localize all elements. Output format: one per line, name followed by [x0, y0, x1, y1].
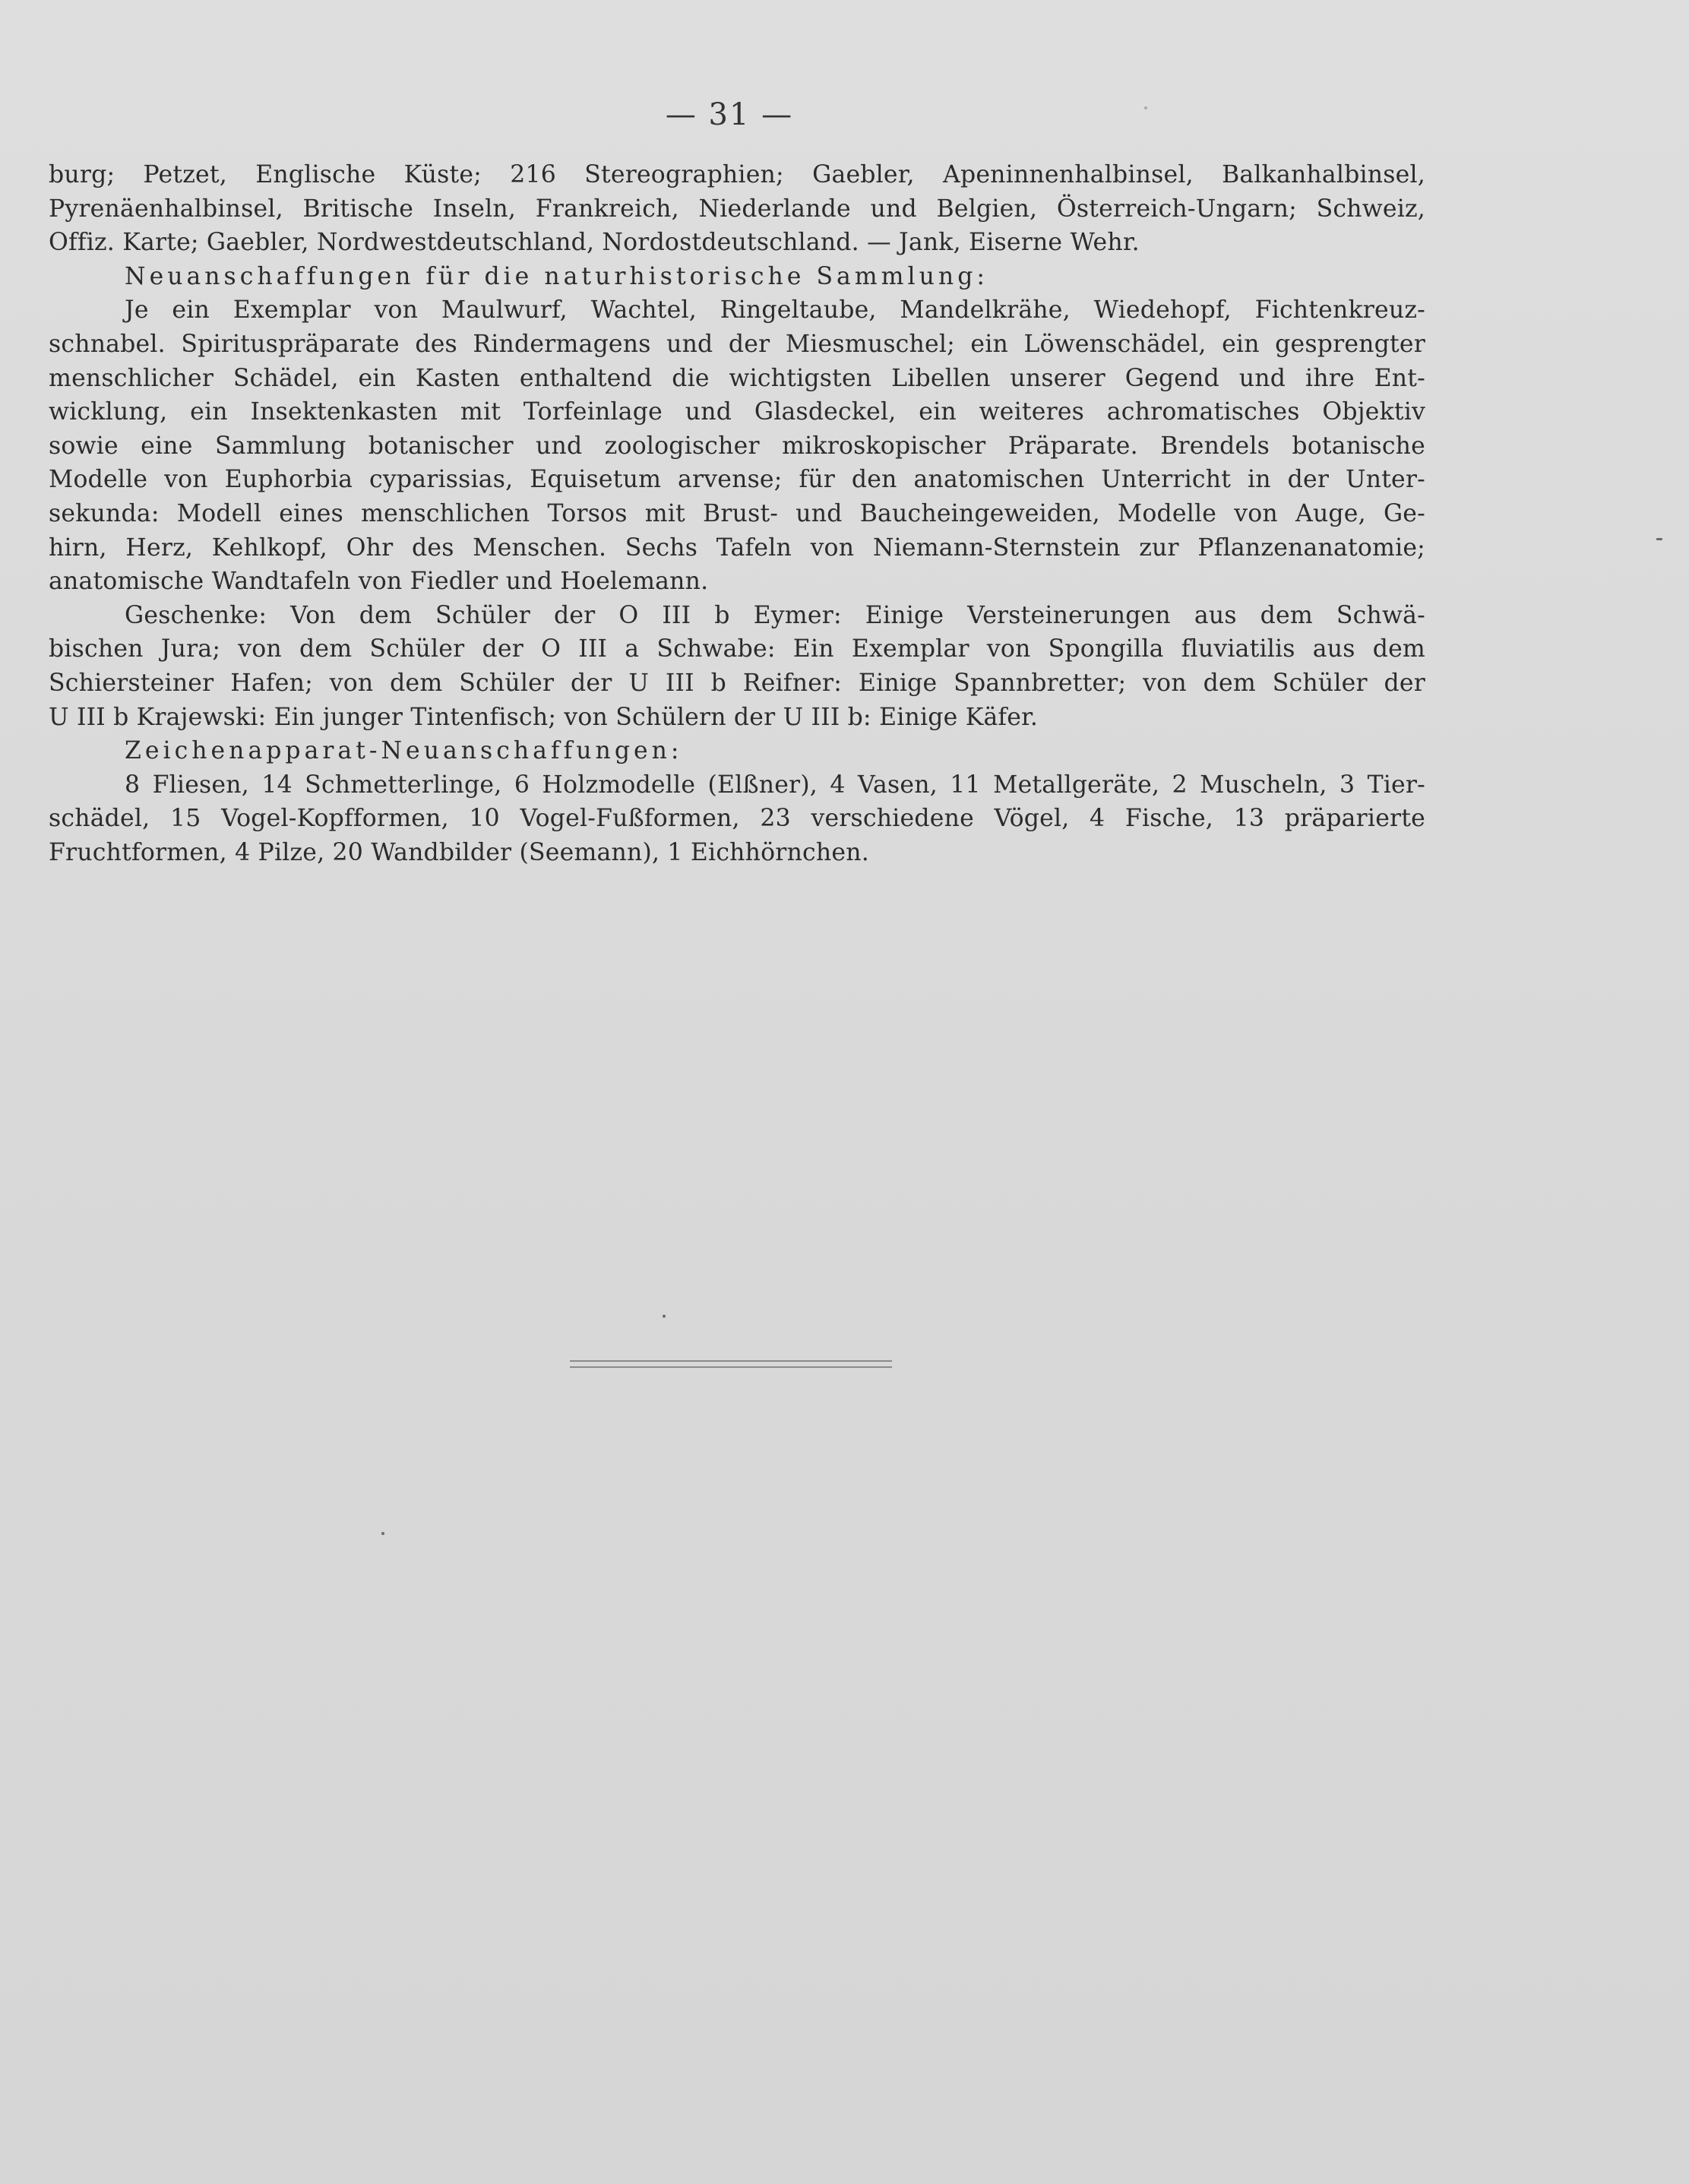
text-line: Modelle von Euphorbia cyparissias, Equisetum arvense; für den anatomischen Unterricht in der Unter- — [49, 466, 1425, 494]
text-line: Fruchtformen, 4 Pilze, 20 Wandbilder (Seemann), 1 Eichhörnchen. — [49, 838, 869, 866]
text-line: Je ein Exemplar von Maulwurf, Wachtel, Ringeltaube, Mandelkrähe, Wiedehopf, Fichtenkreuz- — [125, 296, 1425, 324]
section-heading-zeichenapparat: Zeichenapparat-Neuanschaffungen: — [125, 737, 683, 765]
text-line: menschlicher Schädel, ein Kasten enthaltend die wichtigsten Libellen unserer Gegend und ihre Ent- — [49, 364, 1425, 392]
page-number: — 31 — — [665, 97, 794, 132]
text-line: sekunda: Modell eines menschlichen Torsos mit Brust- und Baucheingeweiden, Modelle von Auge, Ge- — [49, 499, 1425, 527]
text-line: Pyrenäenhalbinsel, Britische Inseln, Frankreich, Niederlande und Belgien, Österreich-Ungarn; Schweiz, — [49, 195, 1425, 223]
section-heading-geschenke: Geschenke: Von dem Schüler der O III b Eymer: Einige Versteinerungen aus dem Schwä- — [125, 601, 1425, 629]
paper-speck — [1656, 538, 1662, 540]
text-line: Schiersteiner Hafen; von dem Schüler der U III b Reifner: Einige Spannbretter; von dem Schüler der — [49, 669, 1425, 697]
text-line: burg; Petzet, Englische Küste; 216 Stereographien; Gaebler, Apeninnenhalbinsel, Balkanhalbinsel, — [49, 161, 1425, 188]
paper-speck — [1144, 106, 1147, 109]
text-line: 8 Fliesen, 14 Schmetterlinge, 6 Holzmodelle (Elßner), 4 Vasen, 11 Metallgeräte, 2 Muscheln, 3 Tier- — [125, 771, 1425, 799]
text-line: schnabel. Spirituspräparate des Rindermagens und der Miesmuschel; ein Löwenschädel, ein gesprengter — [49, 330, 1425, 358]
body-text — [49, 158, 1425, 869]
end-rule — [570, 1360, 892, 1368]
text-line: anatomische Wandtafeln von Fiedler und Hoelemann. — [49, 568, 709, 596]
text-line: bischen Jura; von dem Schüler der O III a Schwabe: Ein Exemplar von Spongilla fluviatilis aus dem — [49, 635, 1425, 663]
text-line: Offiz. Karte; Gaebler, Nordwestdeutschland, Nordostdeutschland. — Jank, Eiserne Wehr. — [49, 229, 1140, 257]
text-line: wicklung, ein Insektenkasten mit Torfeinlage und Glasdeckel, ein weiteres achromatisches Objektiv — [49, 398, 1425, 426]
text-line: U III b Krajewski: Ein junger Tintenfisch; von Schülern der U III b: Einige Käfer. — [49, 703, 1039, 731]
paper-speck — [663, 1315, 666, 1318]
text-line: hirn, Herz, Kehlkopf, Ohr des Menschen. Sechs Tafeln von Niemann-Sternstein zur Pflanzenanatomie; — [49, 533, 1425, 562]
text-line: schädel, 15 Vogel-Kopfformen, 10 Vogel-Fußformen, 23 verschiedene Vögel, 4 Fische, 13 präparierte — [49, 805, 1425, 833]
section-heading-naturhistorische-sammlung: Neuanschaffungen für die naturhistorische Sammlung: — [125, 262, 988, 290]
text-line: sowie eine Sammlung botanischer und zoologischer mikroskopischer Präparate. Brendels botanische — [49, 432, 1425, 460]
paper-speck — [381, 1532, 384, 1535]
